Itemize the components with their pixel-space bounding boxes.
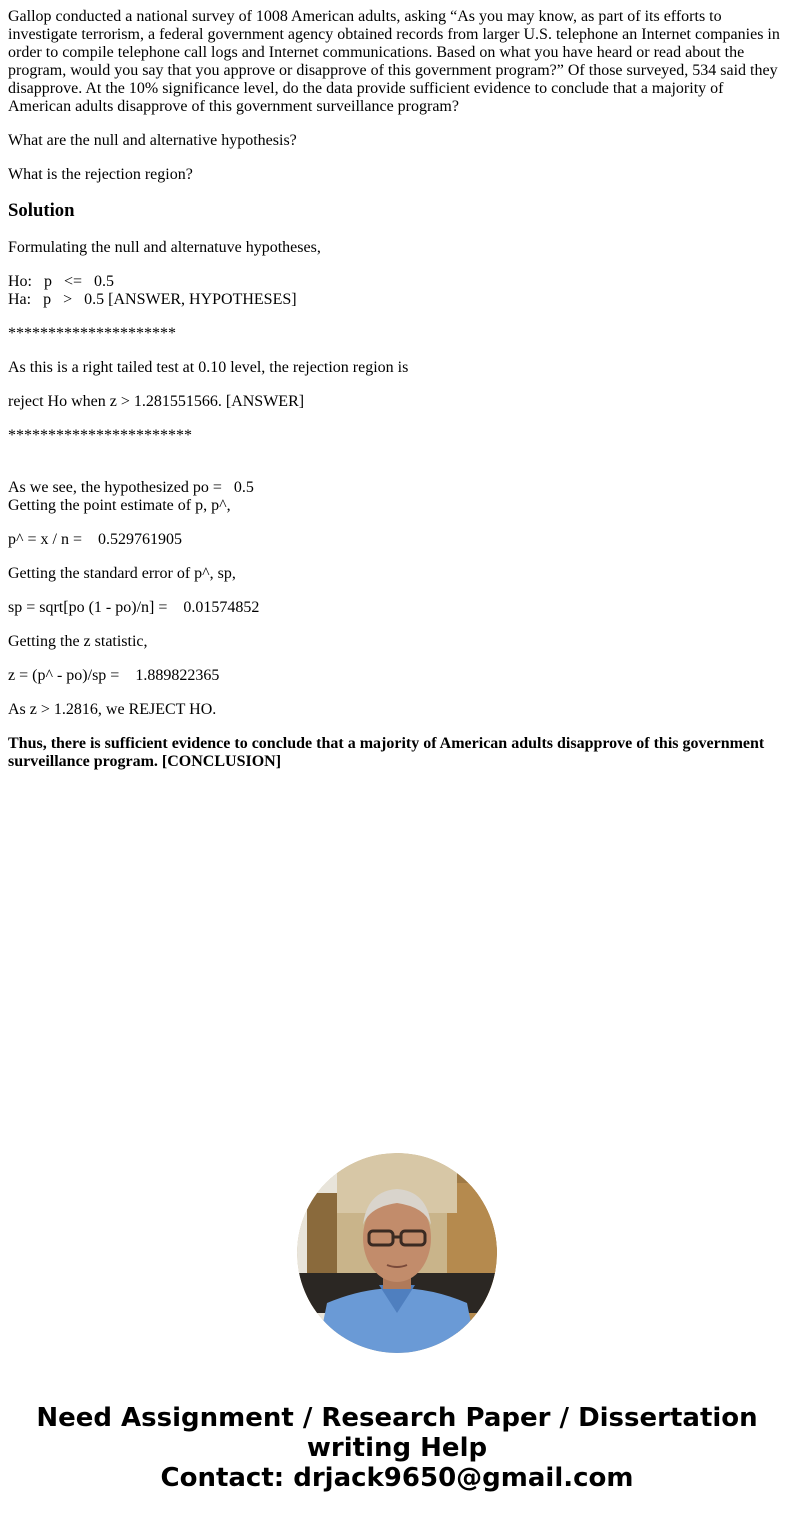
- alternative-hypothesis: Ha: p > 0.5 [ANSWER, HYPOTHESES]: [8, 291, 297, 308]
- point-estimate-label: Getting the point estimate of p, p^,: [8, 497, 231, 514]
- z-statistic-label: Getting the z statistic,: [8, 633, 148, 650]
- footer-line-2: writing Help: [306, 1433, 488, 1463]
- blank-gap: [8, 463, 786, 479]
- blank-line: [8, 445, 786, 463]
- footer-contact: [0, 1403, 794, 1493]
- null-hypothesis: Ho: p <= 0.5: [8, 273, 115, 290]
- solution-intro: Formulating the null and alternatuve hypotheses,: [8, 239, 321, 256]
- std-error-label: Getting the standard error of p^, sp,: [8, 565, 236, 582]
- document-body: [8, 8, 786, 787]
- author-avatar: [297, 1153, 497, 1353]
- separator-line: ***********************: [8, 427, 192, 444]
- solution-heading: Solution: [8, 200, 75, 221]
- conclusion-text: Thus, there is sufficient evidence to conclude that a majority of American adults disapprove of this government surveillance program. [CONCLUSION]: [8, 735, 765, 770]
- footer-contact-email: Contact: drjack9650@gmail.com: [160, 1463, 634, 1493]
- rejection-intro: As this is a right tailed test at 0.10 level, the rejection region is: [8, 359, 409, 376]
- rejection-answer: reject Ho when z > 1.281551566. [ANSWER]: [8, 393, 305, 410]
- footer-line-1: Need Assignment / Research Paper / Dissertation: [36, 1403, 758, 1433]
- hypothesized-value: As we see, the hypothesized po = 0.5: [8, 479, 254, 496]
- point-estimate-value: p^ = x / n = 0.529761905: [8, 531, 182, 548]
- separator-line: *********************: [8, 325, 176, 342]
- sub-question-hypothesis: What are the null and alternative hypothesis?: [8, 132, 297, 149]
- std-error-value: sp = sqrt[po (1 - po)/n] = 0.01574852: [8, 599, 260, 616]
- decision-text: As z > 1.2816, we REJECT HO.: [8, 701, 217, 718]
- question-text: Gallop conducted a national survey of 1008 American adults, asking “As you may know, as part of its efforts to investigate terrorism, a federal government agency obtained records from larger U.S. telephone an Internet companies in order to compile telephone call logs and Internet communications. Based on what you have heard or read about the program, would you say that you approve or disapprove of this government program?” Of those surveyed, 534 said they disapprove. At the 10% significance level, do the data provide sufficient evidence to conclude that a majority of American adults disapprove of this government surveillance program?: [8, 8, 780, 115]
- z-statistic-value: z = (p^ - po)/sp = 1.889822365: [8, 667, 220, 684]
- sub-question-rejection: What is the rejection region?: [8, 166, 193, 183]
- author-portrait-icon: [297, 1153, 497, 1353]
